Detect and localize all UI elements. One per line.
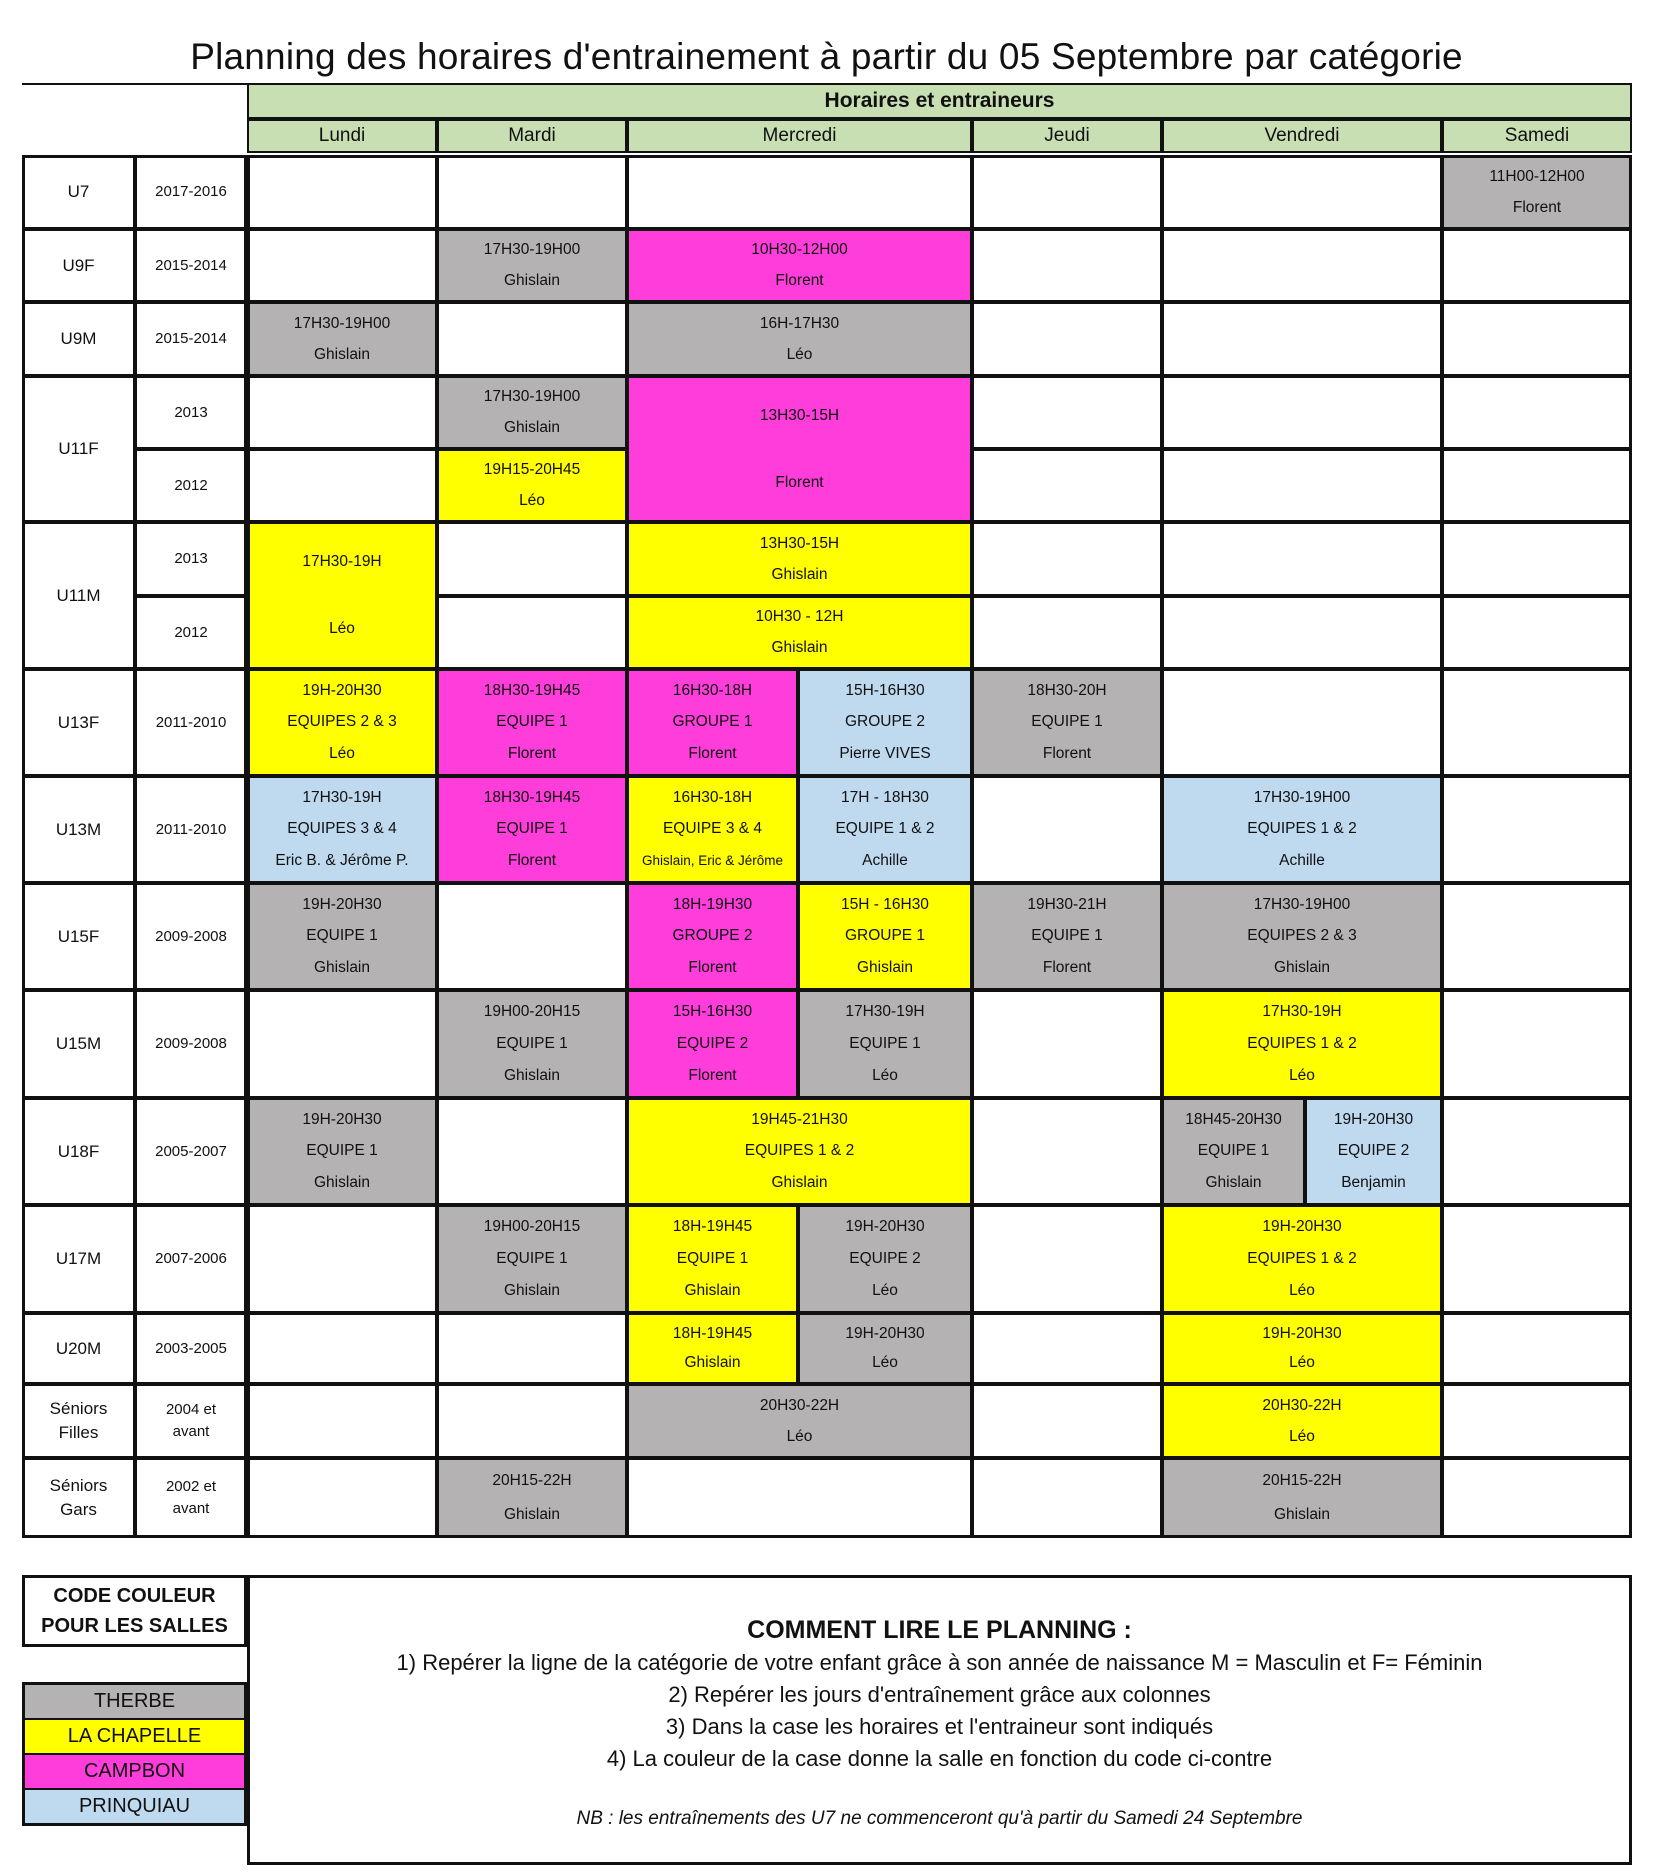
session-coach: Ghislain bbox=[771, 565, 828, 583]
session-group: EQUIPES 1 & 2 bbox=[1247, 1035, 1357, 1052]
session-coach: Ghislain bbox=[1274, 959, 1330, 977]
session-time: 13H30-15H bbox=[759, 406, 840, 424]
year-label: 2013 bbox=[174, 550, 208, 567]
session-time: 16H30-18H bbox=[672, 788, 753, 806]
legend-la-chapelle: LA CHAPELLE bbox=[24, 1719, 245, 1754]
day-samedi: Samedi bbox=[1442, 119, 1632, 153]
year-label: 2012 bbox=[174, 476, 208, 494]
session-time: 10H30-12H00 bbox=[751, 241, 848, 259]
session-time: 19H-20H30 bbox=[302, 1110, 382, 1128]
year-label: 2015-2014 bbox=[155, 256, 227, 274]
session-group: EQUIPES 1 & 2 bbox=[1247, 1250, 1357, 1267]
session-group: EQUIPE 2 bbox=[1337, 1142, 1410, 1160]
category-label: U11F bbox=[58, 439, 99, 458]
schedule-frame bbox=[247, 155, 1632, 1538]
session-time: 19H15-20H45 bbox=[483, 461, 581, 479]
session-group: EQUIPE 1 bbox=[496, 820, 568, 838]
year-label: 2015-2014 bbox=[155, 330, 227, 347]
session-coach: Ghislain bbox=[314, 1174, 370, 1192]
session-coach: Ghislain bbox=[504, 1506, 560, 1523]
session-coach: Ghislain bbox=[504, 418, 560, 436]
session-time: 19H00-20H15 bbox=[483, 1003, 581, 1020]
header-horaires: Horaires et entraineurs bbox=[247, 83, 1632, 119]
session-coach: Ghislain bbox=[504, 1282, 560, 1299]
session-coach: Benjamin bbox=[1341, 1174, 1406, 1192]
day-vendredi: Vendredi bbox=[1162, 119, 1442, 153]
year-label: 2011-2010 bbox=[155, 713, 227, 731]
session-group: EQUIPES 2 & 3 bbox=[1247, 927, 1357, 945]
session-coach: Ghislain bbox=[504, 271, 560, 289]
session-coach: Ghislain bbox=[771, 638, 828, 656]
session-time: 19H-20H30 bbox=[1333, 1110, 1414, 1128]
session-coach: Ghislain bbox=[504, 1067, 560, 1084]
category-label: Séniors Filles bbox=[49, 1399, 108, 1442]
category-label: U20M bbox=[55, 1338, 102, 1358]
session-time: 19H-20H30 bbox=[1262, 1324, 1342, 1342]
session-group: EQUIPE 1 bbox=[676, 1250, 749, 1267]
category-label: U15F bbox=[57, 926, 100, 946]
instruction-4: 4) La couleur de la case donne la salle en fonction du code ci-contre bbox=[606, 1746, 1273, 1771]
session-coach: Léo bbox=[786, 1427, 813, 1445]
session-group: EQUIPE 1 bbox=[1197, 1142, 1270, 1160]
session-coach: Ghislain bbox=[314, 959, 370, 977]
session-time: 19H-20H30 bbox=[845, 1218, 925, 1235]
session-coach: Florent bbox=[688, 1067, 737, 1084]
year-label: 2013 bbox=[174, 403, 208, 421]
session-time: 15H-16H30 bbox=[845, 681, 925, 699]
session-coach: Léo bbox=[1289, 1282, 1315, 1299]
year-label: 2012 bbox=[174, 623, 208, 641]
session-time: 15H-16H30 bbox=[672, 1003, 753, 1020]
session-time: 13H30-15H bbox=[759, 534, 840, 552]
session-time: 18H45-20H30 bbox=[1185, 1110, 1282, 1128]
session-coach: Achille bbox=[1279, 852, 1325, 870]
session-group: EQUIPE 1 bbox=[1031, 713, 1103, 731]
day-mercredi: Mercredi bbox=[627, 119, 972, 153]
day-lundi: Lundi bbox=[247, 119, 437, 153]
session-time: 19H-20H30 bbox=[302, 895, 382, 913]
session-time: 20H15-22H bbox=[492, 1472, 572, 1489]
session-coach: Florent bbox=[688, 959, 737, 977]
session-time: 10H30 - 12H bbox=[755, 608, 844, 626]
instructions-note: NB : les entraînements des U7 ne commenceront qu'à partir du Samedi 24 Septembre bbox=[576, 1808, 1303, 1829]
color-code-title bbox=[22, 1575, 247, 1647]
category-label: Séniors Gars bbox=[49, 1476, 108, 1519]
category-label: U11M bbox=[56, 585, 101, 605]
legend-prinquiau: PRINQUIAU bbox=[24, 1789, 245, 1824]
session-time: 18H30-19H45 bbox=[483, 681, 581, 699]
session-group: GROUPE 2 bbox=[844, 713, 926, 731]
category-frame bbox=[22, 155, 247, 1538]
instructions-title: COMMENT LIRE LE PLANNING : bbox=[747, 1616, 1132, 1644]
year-label: 2005-2007 bbox=[155, 1142, 227, 1160]
session-group: EQUIPES 1 & 2 bbox=[1247, 820, 1357, 838]
session-time: 18H-19H45 bbox=[672, 1218, 753, 1235]
session-coach: Ghislain bbox=[771, 1174, 828, 1192]
top-rule bbox=[22, 83, 247, 85]
session-coach: Léo bbox=[872, 1067, 898, 1084]
color-code-title-line-2: POUR LES SALLES bbox=[41, 1615, 228, 1637]
session-coach: Léo bbox=[786, 345, 813, 363]
session-time: 20H30-22H bbox=[1262, 1396, 1342, 1414]
page-title: Planning des horaires d'entrainement à partir du 05 Septembre par catégorie bbox=[190, 36, 1463, 77]
session-group: EQUIPES 3 & 4 bbox=[287, 820, 397, 838]
session-coach: Florent bbox=[507, 852, 557, 870]
session-coach: Ghislain bbox=[684, 1282, 741, 1299]
category-label: U15M bbox=[55, 1034, 102, 1053]
session-group: EQUIPE 3 & 4 bbox=[662, 820, 763, 838]
color-code-title-line-1: CODE COULEUR bbox=[53, 1585, 216, 1607]
session-group: EQUIPE 2 bbox=[849, 1250, 921, 1267]
session-time: 16H30-18H bbox=[672, 681, 753, 699]
session-group: EQUIPE 1 bbox=[496, 1035, 568, 1052]
session-time: 11H00-12H00 bbox=[1489, 167, 1585, 185]
session-coach: Léo bbox=[1289, 1067, 1315, 1084]
session-group: GROUPE 1 bbox=[672, 713, 753, 731]
instruction-2: 2) Repérer les jours d'entraînement grâce aux colonnes bbox=[668, 1682, 1211, 1707]
session-time: 20H15-22H bbox=[1262, 1472, 1342, 1489]
session-time: 17H30-19H00 bbox=[483, 241, 581, 259]
session-time: 19H-20H30 bbox=[1262, 1218, 1342, 1235]
session-time: 19H-20H30 bbox=[302, 681, 382, 699]
session-coach: Ghislain bbox=[684, 1354, 741, 1372]
category-label: U17M bbox=[55, 1249, 102, 1268]
session-group: EQUIPES 2 & 3 bbox=[287, 713, 397, 731]
session-time: 19H-20H30 bbox=[845, 1324, 925, 1342]
day-mardi: Mardi bbox=[437, 119, 627, 153]
session-coach: Léo bbox=[872, 1354, 898, 1372]
session-coach: Florent bbox=[507, 745, 557, 763]
category-label: U7 bbox=[67, 182, 90, 201]
instruction-3: 3) Dans la case les horaires et l'entraineur sont indiqués bbox=[665, 1714, 1214, 1739]
year-label: 2007-2006 bbox=[155, 1250, 227, 1267]
category-label: U13M bbox=[55, 819, 102, 839]
instructions-box bbox=[247, 1575, 1632, 1865]
session-group: EQUIPE 1 bbox=[1031, 927, 1103, 945]
session-time: 17H30-19H00 bbox=[483, 388, 581, 406]
session-time: 19H45-21H30 bbox=[751, 1110, 848, 1128]
session-coach: Léo bbox=[1289, 1427, 1315, 1445]
session-time: 18H30-19H45 bbox=[483, 788, 581, 806]
session-coach: Florent bbox=[775, 473, 824, 491]
session-time: 18H30-20H bbox=[1027, 681, 1107, 699]
session-time: 17H30-19H bbox=[302, 788, 382, 806]
category-label: U9F bbox=[62, 255, 95, 275]
legend-campbon: CAMPBON bbox=[24, 1754, 245, 1789]
year-label: 2003-2005 bbox=[155, 1339, 227, 1357]
session-group: EQUIPES 1 & 2 bbox=[744, 1142, 855, 1160]
session-coach: Florent bbox=[688, 745, 737, 763]
session-coach: Ghislain bbox=[314, 345, 370, 363]
session-time: 17H30-19H00 bbox=[293, 314, 391, 332]
session-time: 19H30-21H bbox=[1027, 895, 1107, 913]
session-coach: Ghislain bbox=[1205, 1174, 1262, 1192]
session-time: 19H00-20H15 bbox=[483, 1218, 581, 1235]
session-group: EQUIPE 1 bbox=[306, 1142, 378, 1160]
session-time: 17H30-19H bbox=[845, 1003, 925, 1020]
session-time: 16H-17H30 bbox=[759, 314, 840, 332]
session-time: 15H - 16H30 bbox=[841, 895, 929, 913]
session-coach: Pierre VIVES bbox=[839, 745, 931, 763]
session-time: 17H30-19H00 bbox=[1253, 788, 1351, 806]
year-label: 2011-2010 bbox=[155, 820, 227, 838]
session-group: EQUIPE 1 bbox=[496, 1250, 568, 1267]
session-coach: Léo bbox=[872, 1282, 898, 1299]
session-coach: Florent bbox=[775, 271, 824, 289]
session-time: 17H30-19H bbox=[302, 552, 382, 570]
year-label: 2009-2008 bbox=[155, 1035, 227, 1052]
session-time: 17H - 18H30 bbox=[841, 788, 929, 806]
session-coach: Florent bbox=[1042, 959, 1092, 977]
category-label: U9M bbox=[60, 329, 97, 348]
session-coach: Ghislain, Eric & Jérôme bbox=[641, 853, 784, 869]
year-label: 2002 et avant bbox=[165, 1478, 217, 1517]
session-group: EQUIPE 1 bbox=[849, 1035, 921, 1052]
session-coach: Ghislain bbox=[1274, 1506, 1330, 1523]
session-coach: Léo bbox=[329, 745, 355, 763]
instruction-1: 1) Repérer la ligne de la catégorie de votre enfant grâce à son année de naissance M = Masculin et F= Féminin bbox=[396, 1650, 1483, 1675]
year-label: 2009-2008 bbox=[155, 927, 227, 945]
session-group: EQUIPE 1 bbox=[496, 713, 568, 731]
session-coach: Eric B. & Jérôme P. bbox=[275, 852, 409, 870]
session-coach: Léo bbox=[329, 620, 355, 638]
category-label: U13F bbox=[57, 712, 100, 732]
session-coach: Florent bbox=[1512, 198, 1562, 216]
session-time: 20H30-22H bbox=[759, 1396, 840, 1414]
session-coach: Léo bbox=[519, 491, 545, 509]
session-group: EQUIPE 1 bbox=[306, 927, 378, 945]
year-label: 2004 et avant bbox=[165, 1401, 217, 1440]
session-group: EQUIPE 2 bbox=[676, 1035, 749, 1052]
session-time: 18H-19H30 bbox=[672, 895, 753, 913]
session-time: 18H-19H45 bbox=[672, 1324, 753, 1342]
year-label: 2017-2016 bbox=[155, 183, 227, 200]
session-coach: Achille bbox=[862, 852, 908, 870]
category-label: U18F bbox=[57, 1141, 100, 1161]
session-coach: Léo bbox=[1289, 1354, 1315, 1372]
day-jeudi: Jeudi bbox=[972, 119, 1162, 153]
session-coach: Ghislain bbox=[857, 959, 913, 977]
session-coach: Florent bbox=[1042, 745, 1092, 763]
session-group: EQUIPE 1 & 2 bbox=[835, 820, 935, 838]
session-group: GROUPE 2 bbox=[672, 927, 753, 945]
session-time: 17H30-19H00 bbox=[1253, 895, 1351, 913]
session-time: 17H30-19H bbox=[1262, 1003, 1342, 1020]
legend-therbe: THERBE bbox=[24, 1684, 245, 1719]
session-group: GROUPE 1 bbox=[844, 927, 926, 945]
